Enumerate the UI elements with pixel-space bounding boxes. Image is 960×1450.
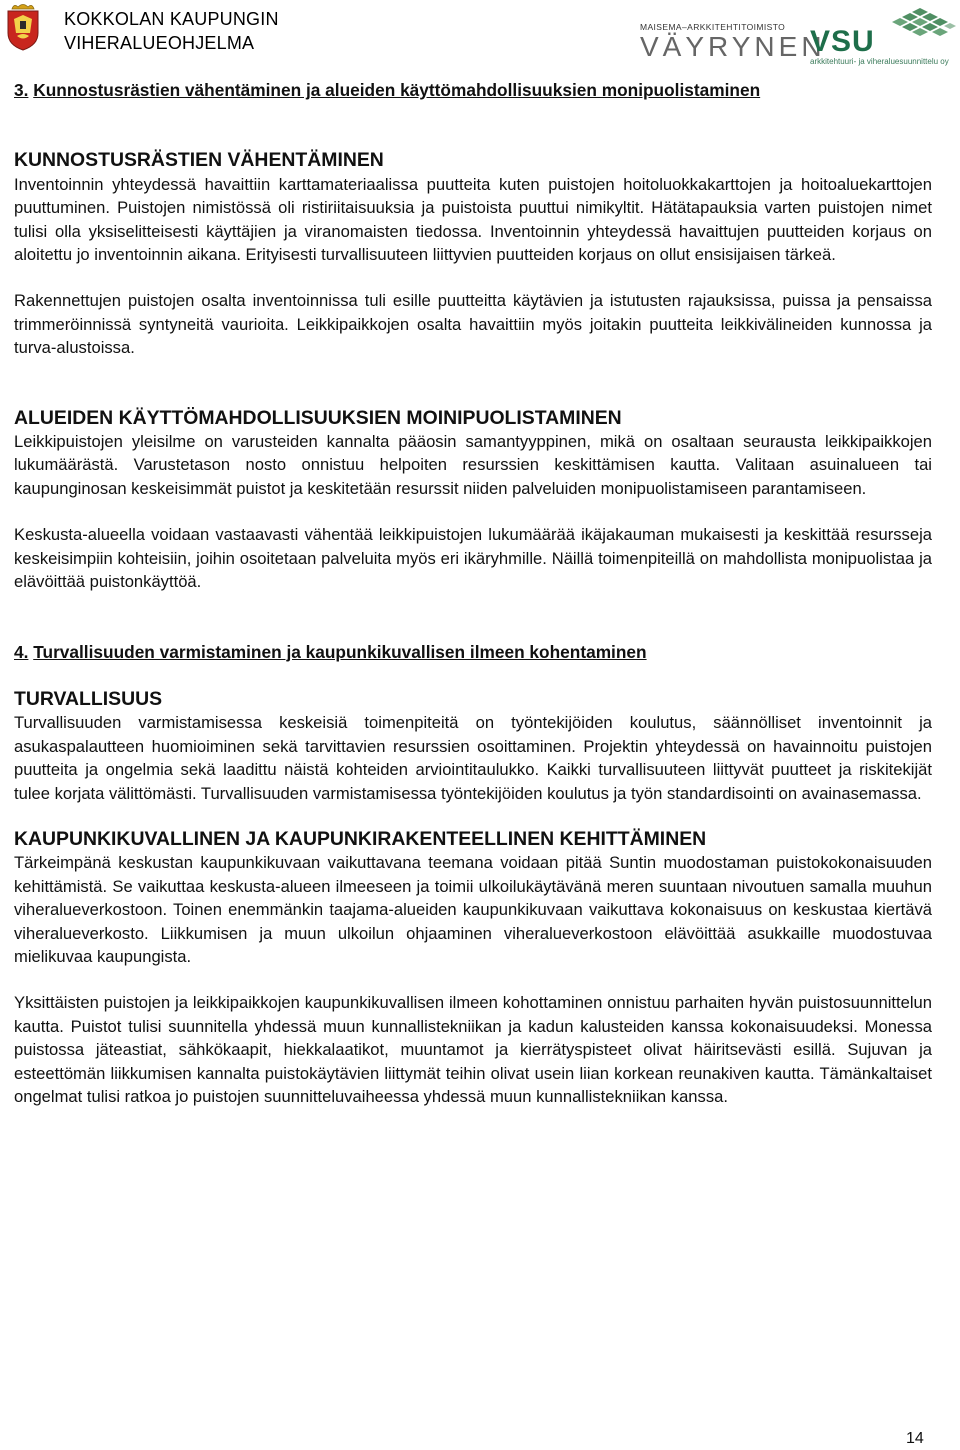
- vsu-logo-subtitle: arkkitehtuuri- ja viheraluesuunnittelu oy: [810, 57, 949, 66]
- page-header: [0, 0, 960, 66]
- architect-logo-top-text: MAISEMA–ARKKITEHTITOIMISTO: [640, 22, 786, 32]
- section-3-number: 3.: [14, 80, 29, 100]
- page-number: 14: [906, 1430, 924, 1447]
- paragraph: Keskusta-alueella voidaan vastaavasti vähentää leikkipuistojen lukumäärää ikäjakauman mukaisesti ja keskittää resursseja keskeisimpiin kohteisiin, joihin osoitetaan palveluita myös eri ikäryhmille. Näillä toimenpiteillä on mahdollista monipuolistaa ja elävöittää puistonkäyttöä.: [14, 525, 932, 592]
- section-4-heading: [14, 641, 932, 664]
- vsu-cube-grid-icon: [880, 6, 958, 52]
- architect-logo-main-text: VÄYRYNEN: [640, 31, 826, 62]
- vsu-logo-text: VSU: [810, 25, 875, 58]
- paragraph: Tärkeimpänä keskustan kaupunkikuvaan vaikuttavana teemana voidaan pitää Suntin muodostaman puistokokonaisuuden kehittämistä. Se vaikuttaa keskusta-alueen ilmeeseen ja toimii ulkoilukäytävänä meren suuntaan nivoutuen samalla muuhun viheralueverkostoon. Toinen enemmänkin taajama-alueiden kaupunkikuvaan vaikuttava kokonaisuus on keskustaa kiertävä viheralueverkosto. Liikkumisen ja muun ulkoilun ohjaaminen viheralueverkostoon elävöittää asukkaille muodostuvaa mielikuvaa kaupungista.: [14, 853, 932, 966]
- city-coat-of-arms-icon: [6, 3, 40, 51]
- paragraph: Yksittäisten puistojen ja leikkipaikkojen kaupunkikuvallisen ilmeen kohottaminen onnistuu parhaiten hyvän puistosuunnittelun kautta. Puistot tulisi suunnitella yhdessä muun kunnallistekniikan ja kadun kalusteiden kanssa kokonaisuudeksi. Monessa puistossa jäteastiat, sähkökaapit, hiekkalaatikot, muuntamot ja kierrätyspisteet olivat häiritsevästi esillä. Sujuvan ja esteettömän liikkumisen kannalta puistokäytävien liittymät teihin olivat usein liian korkean reunakiven kautta. Tämänkaltaiset ongelmat tulisi ratkoa jo puistojen suunnitteluvaiheessa yhdessä muun kunnallistekniikan kanssa.: [14, 993, 932, 1106]
- paragraph: Inventoinnin yhteydessä havaittiin karttamateriaalissa puutteita kuten puistojen hoitoluokkakarttojen ja hoitoaluekarttojen puuttuminen. Puistojen nimistössä oli ristiriitaisuuksia ja puistoista puuttui nimikyltit. Hätätapauksia varten puistojen nimet tulisi olla yksiselitteisesti käyttäjien ja viranomaisten tiedossa. Inventoinnin yhteydessä havaittujen puutteiden korjaus on aloitettu jo inventoinnin aikana. Erityisesti turvallisuuteen liittyvien puutteiden korjaus on ollut ensisijaisen tärkeä.: [14, 174, 932, 265]
- section-4-title: Turvallisuuden varmistaminen ja kaupunkikuvallisen ilmeen kohentaminen: [33, 641, 647, 662]
- subsection-heading-kaupunkikuvallinen: KAUPUNKIKUVALLINEN JA KAUPUNKIRAKENTEELLINEN KEHITTÄMINEN: [14, 827, 707, 850]
- subsection-heading-turvallisuus: TURVALLISUUS: [14, 687, 163, 710]
- subsection-heading-alueiden: ALUEIDEN KÄYTTÖMAHDOLLISUUKSIEN MOINIPUOLISTAMINEN: [14, 406, 622, 429]
- subsection-heading-kunnostusrastien: KUNNOSTUSRÄSTIEN VÄHENTÄMINEN: [14, 149, 384, 172]
- paragraph: Rakennettujen puistojen osalta inventoinnissa tuli esille puutteitta käytävien ja istutusten rajauksissa, puissa ja pensaissa trimmeröinnissä syntyneitä vaurioita. Leikkipaikkojen osalta havaittiin myös joitakin puutteita leikkivälineiden kunnossa ja turva-alustoissa.: [14, 291, 932, 358]
- architect-office-logo: [640, 22, 826, 62]
- paragraph: Leikkipuistojen yleisilme on varusteiden kannalta pääosin samantyyppinen, mikä on osaltaan seurausta leikkipaikkojen lukumäärästä. Varustetason nosto onnistuu helpoiten resurssien keskittämisen kautta. Valitaan asuinalueen tai kaupunginosan keskeisimmät puistot ja keskitetään resurssit niiden palveluiden monipuolistamiseen parantamiseen.: [14, 432, 932, 498]
- paragraph: Turvallisuuden varmistamisessa keskeisiä toimenpiteitä on työntekijöiden koulutus, säännölliset inventoinnit ja asukaspalautteen huomioiminen sekä tarvittavien resurssien osoittaminen. Projektin yhteydessä on havainnoitu puistojen puutteita ja ongelmia sekä laadittu näistä kohteiden arviointitaulukko. Kaikki turvallisuuteen liittyvät puutteet ja riskitekijät tulee korjata välittömästi. Turvallisuuden varmistamisessa työntekijöiden koulutus ja työn standardisointi on avainasemassa.: [14, 713, 932, 803]
- document-body: [14, 79, 932, 1108]
- section-4-number: 4.: [14, 641, 29, 662]
- section-3-title: Kunnostusrästien vähentäminen ja alueiden käyttömahdollisuuksien monipuolistaminen: [33, 80, 761, 100]
- organization-title-line2: VIHERALUEOHJELMA: [64, 33, 255, 53]
- organization-title-line1: KOKKOLAN KAUPUNGIN: [64, 9, 279, 29]
- vsu-logo: [808, 6, 958, 66]
- section-3-heading: [14, 79, 932, 102]
- organization-title: [64, 7, 279, 55]
